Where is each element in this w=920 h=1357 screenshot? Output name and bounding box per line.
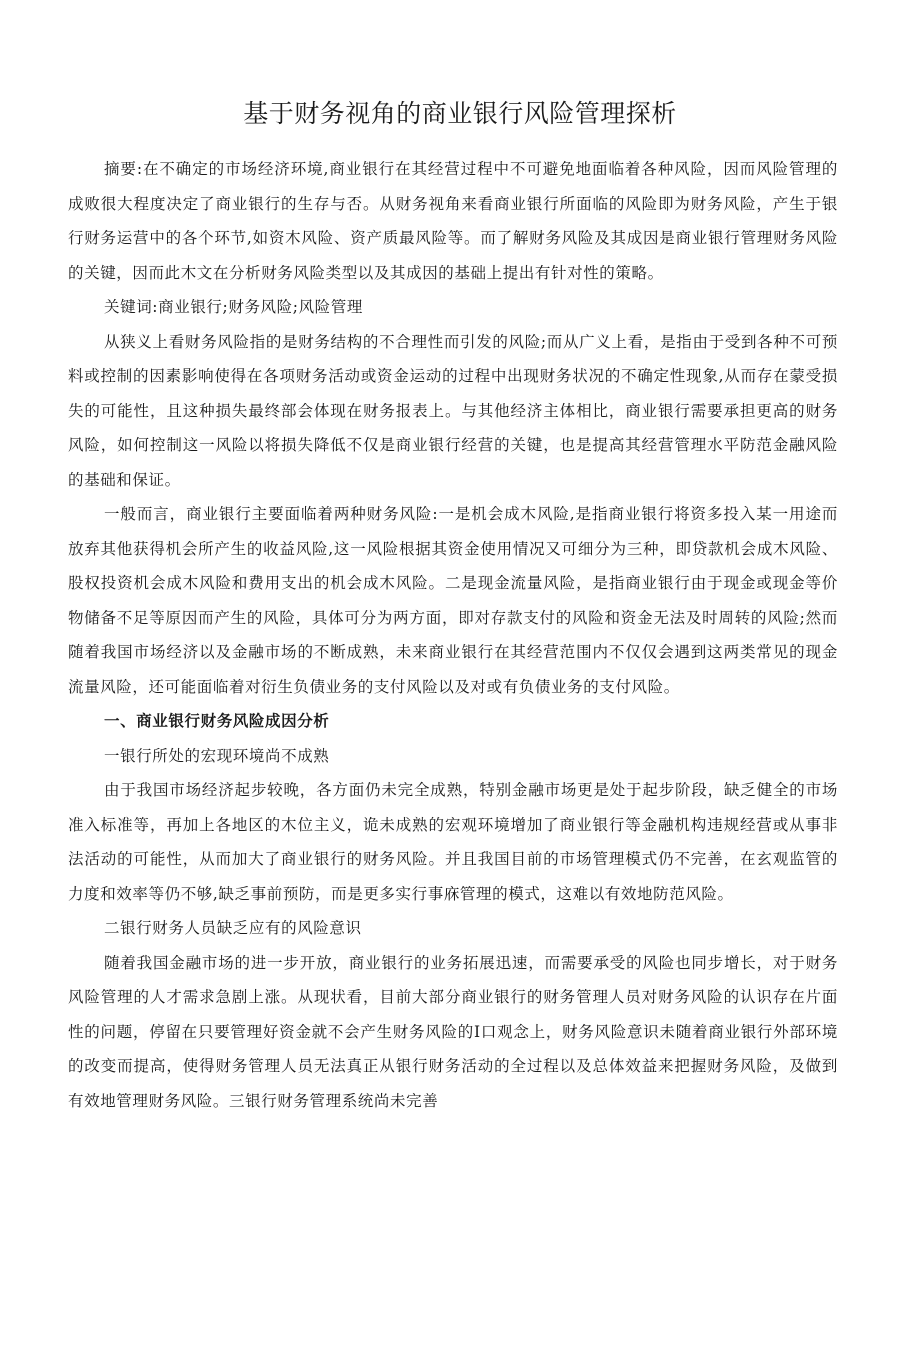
document-body [68, 152, 838, 1118]
abstract-paragraph: 摘要:在不确定的市场经济环境,商业银行在其经营过程中不可避免地面临着各种风险，因而风险管理的成败很大程度决定了商业银行的生存与否。从财务视角来看商业银行所面临的风险即为财务风险，产生于银行财务运营中的各个环节,如资木风险、资产质最风险等。而了解财务风险及其成因是商业银行管理财务风险的关键，因而此木文在分析财务风险类型以及其成因的基础上提出有针对性的策略。 [68, 160, 838, 282]
subsection-heading: 二银行财务人员缺乏应有的风险意识 [104, 919, 362, 937]
body-paragraph: 一般而言，商业银行主要面临着两种财务风险:一是机会成木风险,是指商业银行将资多投入某一用途而放弃其他获得机会所产生的收益风险,这一风险根据其资金使用情况又可细分为三种，即贷款机会成木风险、股权投资机会成木风险和费用支出的机会成木风险。二是现金流量风险，是指商业银行由于现金或现金等价物储备不足等原因而产生的风险，具体可分为两方面，即对存款支付的风险和资金无法及时周转的风险;然而随着我国市场经济以及金融市场的不断成熟，未来商业银行在其经营范围内不仅仅会遇到这两类常见的现金流量风险，还可能面临着对衍生负债业务的支付风险以及对或有负债业务的支付风险。 [68, 505, 838, 696]
body-paragraph: 从狭义上看财务风险指的是财务结构的不合理性而引发的风险;而从广义上看，是指由于受到各种不可预料或控制的因素影响使得在各项财务活动或资金运动的过程中出现财务状况的不确定性现象,从而存在蒙受损失的可能性，且这种损失最终部会体现在财务报表上。与其他经济主体相比，商业银行需要承担更高的财务风险，如何控制这一风险以将损失降低不仅是商业银行经营的关键，也是提高其经营管理水平防范金融风险的基础和保证。 [68, 332, 838, 489]
document-title: 基于财务视角的商业银行风险管理探析 [243, 99, 677, 128]
section-heading: 一、商业银行财务风险成因分析 [104, 712, 330, 730]
keywords-paragraph: 关键词:商业银行;财务风险;风险管理 [104, 298, 363, 316]
body-paragraph: 由于我国市场经济起步较晚，各方面仍未完全成熟，特别金融市场更是处于起步阶段，缺乏健全的市场准入标准等，再加上各地区的木位主义，诡未成熟的宏观环境增加了商业银行等金融机构违规经营或从事非法活动的可能性，从而加大了商业银行的财务风险。并且我国目前的市场管理模式仍不完善，在玄观监管的力度和效率等仍不够,缺乏事前预防，而是更多实行事庥管理的模式，这难以有效地防范风险。 [68, 781, 838, 903]
subsection-heading: 一银行所处的宏现环境尚不成熟 [104, 746, 330, 765]
body-paragraph: 随着我国金融市场的进一步开放，商业银行的业务拓展迅速，而需要承受的风险也同步增长，对于财务风险管理的人才需求急剧上涨。从现状看，目前大部分商业银行的财务管理人员对财务风险的认识存在片面性的问题，停留在只要管理好资金就不会产生财务风险的I口观念上，财务风险意识未随着商业银行外部环境的改变而提高，使得财务管理人员无法真正从银行财务活动的全过程以及总体效益来把握财务风险，及做到有效地管理财务风险。三银行财务管理系统尚未完善 [68, 953, 838, 1110]
